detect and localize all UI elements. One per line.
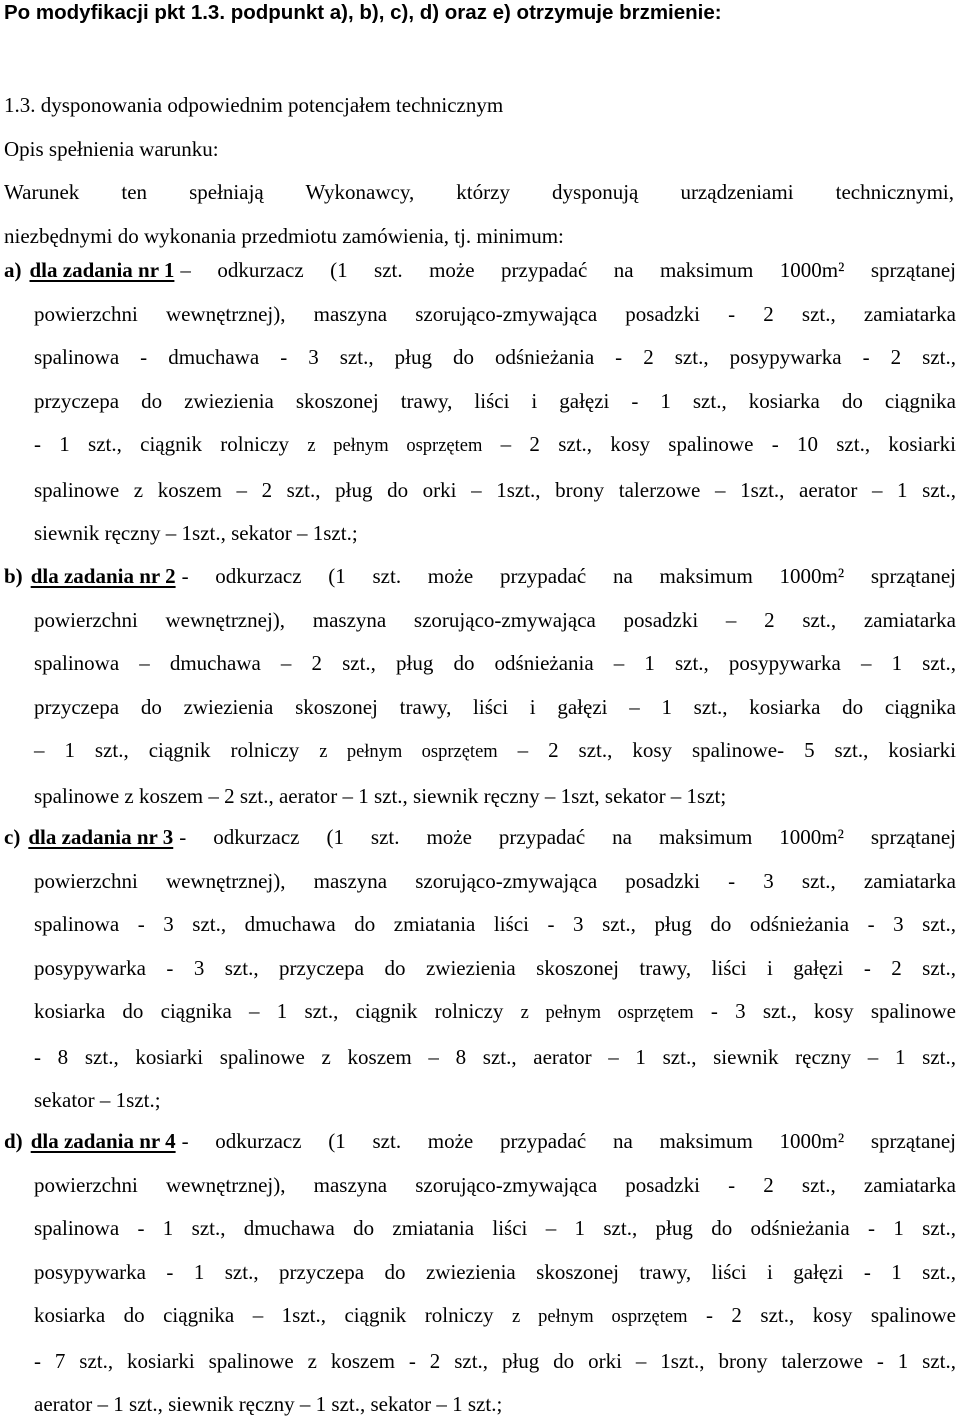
- line-text: przyczepa do zwiezienia skoszonej trawy, liści i gałęzi - 1 szt., kosiarka do ciągnika: [34, 388, 956, 413]
- intro-line-3: Warunek ten spełniają Wykonawcy, którzy dysponują urządzeniami technicznymi,: [4, 180, 954, 204]
- line-text: spalinowa - 3 szt., dmuchawa do zmiatania liści - 3 szt., pług do odśnieżania - 3 szt.,: [34, 912, 956, 936]
- line-text: aerator – 1 szt., siewnik ręczny – 1 szt., sekator – 1 szt.;: [34, 1392, 503, 1416]
- equipment-note: z pełnym osprzętem: [319, 742, 498, 762]
- section-line: [34, 1340, 956, 1384]
- section-line: [34, 1036, 956, 1080]
- section-line: [34, 380, 956, 424]
- line-text: posypywarka - 1 szt., przyczepa do zwiezienia skoszonej trawy, liści i gałęzi - 1 szt.,: [34, 1259, 956, 1284]
- section-line: [34, 903, 956, 947]
- section-line: [34, 729, 956, 775]
- line-text: - 2 szt., kosy spalinowe: [687, 1303, 956, 1327]
- section-line: [179, 816, 956, 860]
- section-line: [180, 249, 956, 293]
- line-text: powierzchni wewnętrznej), maszyna szorująco-zmywająca posadzki - 2 szt., zamiatarka: [34, 1172, 956, 1197]
- line-text: powierzchni wewnętrznej), maszyna szorująco-zmywająca posadzki - 2 szt., zamiatarka: [34, 301, 956, 326]
- section-line: [182, 555, 956, 599]
- section-line: [34, 599, 956, 643]
- line-text: - odkurzacz (1 szt. może przypadać na maksimum 1000m² sprzątanej: [179, 825, 956, 849]
- line-text: spalinowe z koszem – 2 szt., pług do orki – 1szt., brony talerzowe – 1szt., aerator – 1 szt.,: [34, 477, 956, 502]
- section-first-line: [4, 555, 956, 599]
- line-text: - odkurzacz (1 szt. może przypadać na maksimum 1000m² sprzątanej: [181, 1129, 956, 1153]
- task-title: dla zadania nr 3: [28, 825, 174, 849]
- line-text: - 3 szt., kosy spalinowe: [693, 999, 956, 1023]
- line-text: spalinowa - 1 szt., dmuchawa do zmiatania liści – 1 szt., pług do odśnieżania - 1 szt.,: [34, 1216, 956, 1240]
- line-text: – 2 szt., kosy spalinowe- 5 szt., kosiarki: [497, 738, 956, 762]
- task-title: dla zadania nr 4: [30, 1129, 176, 1153]
- line-text: – 2 szt., kosy spalinowe - 10 szt., kosiarki: [482, 432, 957, 456]
- line-text: siewnik ręczny – 1szt., sekator – 1szt.;: [34, 521, 358, 545]
- section-first-line: [4, 816, 956, 860]
- task-section-d: [4, 1120, 956, 1427]
- line-text: – odkurzacz (1 szt. może przypadać na maksimum 1000m² sprzątanej: [180, 258, 956, 282]
- section-line: [34, 423, 956, 469]
- line-text: spalinowe z koszem – 2 szt., aerator – 1 szt., siewnik ręczny – 1szt, sekator – 1szt;: [34, 783, 727, 808]
- section-line: [182, 1120, 956, 1164]
- section-line: [34, 990, 956, 1036]
- task-section-b: [4, 555, 956, 818]
- equipment-note: z pełnym osprzętem: [307, 436, 483, 456]
- section-line: [34, 1294, 956, 1340]
- section-first-line: [4, 1120, 956, 1164]
- line-text: spalinowa – dmuchawa – 2 szt., pług do odśnieżania – 1 szt., posypywarka – 1 szt.,: [34, 651, 956, 675]
- line-text: - 8 szt., kosiarki spalinowe z koszem – 8 szt., aerator – 1 szt., siewnik ręczny – 1 szt.,: [34, 1044, 956, 1069]
- task-section-a: [4, 249, 956, 556]
- section-line: [34, 293, 956, 337]
- section-line: [34, 642, 956, 686]
- intro-line-1: 1.3. dysponowania odpowiednim potencjałem technicznym: [4, 93, 504, 117]
- page-heading: Po modyfikacji pkt 1.3. podpunkt a), b), c), d) oraz e) otrzymuje brzmienie:: [4, 1, 722, 24]
- section-label: c): [4, 825, 21, 849]
- equipment-note: z pełnym osprzętem: [512, 1307, 688, 1327]
- line-text: posypywarka - 3 szt., przyczepa do zwiezienia skoszonej trawy, liści i gałęzi - 2 szt.,: [34, 955, 956, 980]
- section-line: [34, 1164, 956, 1208]
- intro-block: [4, 84, 954, 258]
- section-line: [34, 947, 956, 991]
- line-text: kosiarka do ciągnika – 1szt., ciągnik rolniczy: [34, 1303, 513, 1327]
- section-line: [34, 336, 956, 380]
- section-line: [34, 686, 956, 730]
- line-text: spalinowa - dmuchawa - 3 szt., pług do odśnieżania - 2 szt., posypywarka - 2 szt.,: [34, 345, 956, 369]
- line-text: kosiarka do ciągnika – 1 szt., ciągnik rolniczy: [34, 999, 521, 1023]
- line-text: powierzchni wewnętrznej), maszyna szorująco-zmywająca posadzki - 3 szt., zamiatarka: [34, 868, 956, 893]
- line-text: - 7 szt., kosiarki spalinowe z koszem - 2 szt., pług do orki – 1szt., brony talerzowe - 1 szt.,: [34, 1348, 956, 1373]
- section-line: [34, 775, 956, 819]
- section-line: [34, 1207, 956, 1251]
- intro-line-4: niezbędnymi do wykonania przedmiotu zamówienia, tj. minimum:: [4, 223, 564, 248]
- section-label: b): [4, 564, 23, 588]
- intro-line-2: Opis spełnienia warunku:: [4, 136, 219, 161]
- section-label: d): [4, 1129, 23, 1153]
- section-line: [34, 860, 956, 904]
- line-text: powierzchni wewnętrznej), maszyna szorująco-zmywająca posadzki – 2 szt., zamiatarka: [34, 607, 956, 632]
- line-text: przyczepa do zwiezienia skoszonej trawy, liści i gałęzi – 1 szt., kosiarka do ciągnika: [34, 694, 956, 719]
- line-text: – 1 szt., ciągnik rolniczy: [34, 738, 320, 762]
- task-section-c: [4, 816, 956, 1123]
- line-text: - 1 szt., ciągnik rolniczy: [34, 432, 308, 456]
- task-title: dla zadania nr 1: [29, 258, 175, 282]
- section-first-line: [4, 249, 956, 293]
- section-line: [34, 512, 956, 556]
- equipment-note: z pełnym osprzętem: [520, 1003, 694, 1023]
- task-title: dla zadania nr 2: [30, 564, 176, 588]
- line-text: sekator – 1szt.;: [34, 1088, 161, 1112]
- section-line: [34, 1383, 956, 1427]
- section-line: [34, 1251, 956, 1295]
- section-label: a): [4, 258, 22, 282]
- line-text: - odkurzacz (1 szt. może przypadać na maksimum 1000m² sprzątanej: [181, 564, 956, 588]
- section-line: [34, 469, 956, 513]
- section-line: [34, 1079, 956, 1123]
